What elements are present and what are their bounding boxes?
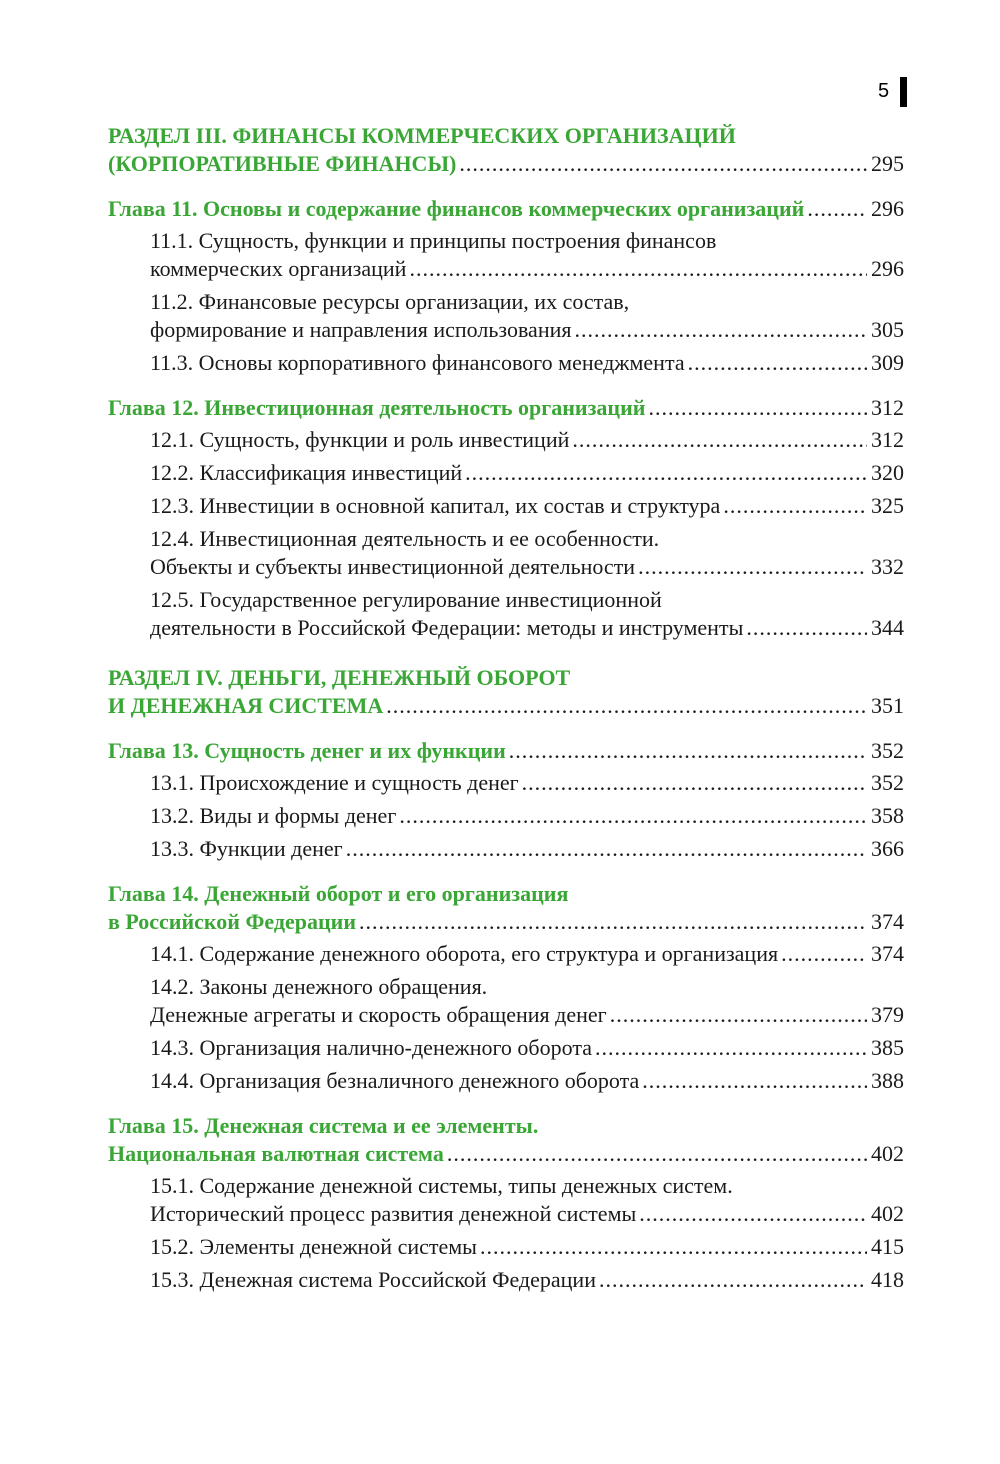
toc-entry-title: 12.5. Государственное регулирование инвестиционной [150,587,662,612]
toc-entry-subsection[interactable] [108,802,904,830]
toc-entry-title: 15.3. Денежная система Российской Федерации [150,1267,596,1292]
toc-page-number: 374 [871,909,904,934]
dot-leader [409,255,867,283]
toc-entry-subsection[interactable] [108,940,904,968]
dot-leader [688,349,867,377]
toc-entry-title: коммерческих организаций [150,256,407,281]
toc-entry-title: РАЗДЕЛ IV. ДЕНЬГИ, ДЕНЕЖНЫЙ ОБОРОТ [108,665,571,690]
toc-page-number: 366 [871,836,904,861]
toc-entry-title: 15.2. Элементы денежной системы [150,1234,477,1259]
dot-leader [746,614,867,642]
toc-entry-title: Глава 12. Инвестиционная деятельность организаций [108,395,646,420]
toc-entry-title: 12.3. Инвестиции в основной капитал, их состав и структура [150,493,721,518]
toc-entry-subsection[interactable] [108,973,904,1029]
toc-entry-title: Национальная валютная система [108,1141,444,1166]
toc-page-number: 352 [871,738,904,763]
toc-entry-section[interactable] [108,122,904,178]
toc-entry-title: в Российской Федерации [108,909,357,934]
toc-entry-title: 13.3. Функции денег [150,836,343,861]
toc-page-number: 385 [871,1035,904,1060]
toc-page-number: 332 [871,554,904,579]
toc-entry-subsection[interactable] [108,492,904,520]
toc-entry-subsection[interactable] [108,835,904,863]
toc-entry-subsection[interactable] [108,769,904,797]
table-of-contents [108,122,904,1294]
dot-leader [447,1140,867,1168]
toc-page-number: 312 [871,427,904,452]
toc-entry-subsection[interactable] [108,459,904,487]
toc-entry-chapter[interactable] [108,394,904,422]
toc-entry-title: 14.1. Содержание денежного оборота, его структура и организация [150,941,779,966]
dot-leader [781,940,867,968]
dot-leader [386,692,867,720]
toc-entry-subsection[interactable] [108,1233,904,1261]
toc-entry-title: 15.1. Содержание денежной системы, типы денежных систем. [150,1173,733,1198]
toc-entry-title: 13.1. Происхождение и сущность денег [150,770,519,795]
toc-page-number: 418 [871,1267,904,1292]
toc-page-number: 402 [871,1141,904,1166]
toc-page-number: 358 [871,803,904,828]
toc-page-number: 344 [871,615,904,640]
toc-entry-section[interactable] [108,664,904,720]
dot-leader [648,394,867,422]
dot-leader [807,195,867,223]
dot-leader [480,1233,867,1261]
toc-entry-title: 12.2. Классификация инвестиций [150,460,463,485]
toc-entry-subsection[interactable] [108,288,904,344]
toc-entry-subsection[interactable] [108,1067,904,1095]
toc-entry-title: 12.4. Инвестиционная деятельность и ее особенности. [150,526,660,551]
toc-page-number: 296 [871,256,904,281]
toc-entry-title: 11.2. Финансовые ресурсы организации, их состав, [150,289,630,314]
toc-page-number: 402 [871,1201,904,1226]
toc-entry-chapter[interactable] [108,1112,904,1168]
toc-page-number: 379 [871,1002,904,1027]
toc-page-number: 312 [871,395,904,420]
toc-entry-subsection[interactable] [108,1172,904,1228]
toc-entry-chapter[interactable] [108,737,904,765]
toc-page-number: 305 [871,317,904,342]
dot-leader [574,316,867,344]
toc-entry-subsection[interactable] [108,426,904,454]
dot-leader [599,1266,867,1294]
dot-leader [595,1034,867,1062]
toc-entry-title: Денежные агрегаты и скорость обращения денег [150,1002,607,1027]
toc-entry-title: Глава 14. Денежный оборот и его организация [108,881,569,906]
toc-page-number: 295 [871,151,904,176]
toc-entry-title: РАЗДЕЛ III. ФИНАНСЫ КОММЕРЧЕСКИХ ОРГАНИЗАЦИЙ [108,123,736,148]
dot-leader [610,1001,867,1029]
toc-page-number: 388 [871,1068,904,1093]
toc-entry-title: 14.4. Организация безналичного денежного оборота [150,1068,640,1093]
toc-entry-subsection[interactable] [108,1034,904,1062]
toc-entry-title: 12.1. Сущность, функции и роль инвестиций [150,427,570,452]
toc-entry-title: 14.2. Законы денежного обращения. [150,974,488,999]
dot-leader [639,1200,867,1228]
dot-leader [465,459,867,487]
toc-entry-title: формирование и направления использования [150,317,572,342]
toc-page-number: 415 [871,1234,904,1259]
toc-entry-title: Исторический процесс развития денежной системы [150,1201,637,1226]
toc-entry-subsection[interactable] [108,227,904,283]
toc-entry-title: 11.3. Основы корпоративного финансового менеджмента [150,350,685,375]
toc-entry-subsection[interactable] [108,1266,904,1294]
toc-entry-title: деятельности в Российской Федерации: методы и инструменты [150,615,744,640]
dot-leader [642,1067,867,1095]
toc-page-number: 351 [871,693,904,718]
dot-leader [346,835,867,863]
dot-leader [359,908,867,936]
toc-entry-title: 13.2. Виды и формы денег [150,803,397,828]
toc-entry-title: Глава 15. Денежная система и ее элементы. [108,1113,539,1138]
toc-entry-title: Глава 11. Основы и содержание финансов коммерческих организаций [108,196,805,221]
dot-leader [638,553,867,581]
toc-page-number: 320 [871,460,904,485]
toc-entry-title: (КОРПОРАТИВНЫЕ ФИНАНСЫ) [108,151,457,176]
dot-leader [572,426,867,454]
page-number: 5 [878,80,890,102]
dot-leader [459,150,867,178]
toc-page-number: 374 [871,941,904,966]
toc-entry-title: Глава 13. Сущность денег и их функции [108,738,506,763]
toc-entry-chapter[interactable] [108,880,904,936]
toc-entry-title: 14.3. Организация налично-денежного оборота [150,1035,592,1060]
toc-page-number: 352 [871,770,904,795]
toc-entry-chapter[interactable] [108,195,904,223]
toc-entry-subsection[interactable] [108,525,904,581]
toc-entry-title: Объекты и субъекты инвестиционной деятельности [150,554,636,579]
dot-leader [399,802,867,830]
dot-leader [509,737,867,765]
toc-entry-subsection[interactable] [108,586,904,642]
page-number-bar [900,77,907,107]
toc-page-number: 325 [871,493,904,518]
toc-entry-title: И ДЕНЕЖНАЯ СИСТЕМА [108,693,384,718]
toc-entry-subsection[interactable] [108,349,904,377]
toc-page-number: 296 [871,196,904,221]
dot-leader [723,492,867,520]
toc-page-number: 309 [871,350,904,375]
dot-leader [522,769,867,797]
toc-entry-title: 11.1. Сущность, функции и принципы построения финансов [150,228,717,253]
